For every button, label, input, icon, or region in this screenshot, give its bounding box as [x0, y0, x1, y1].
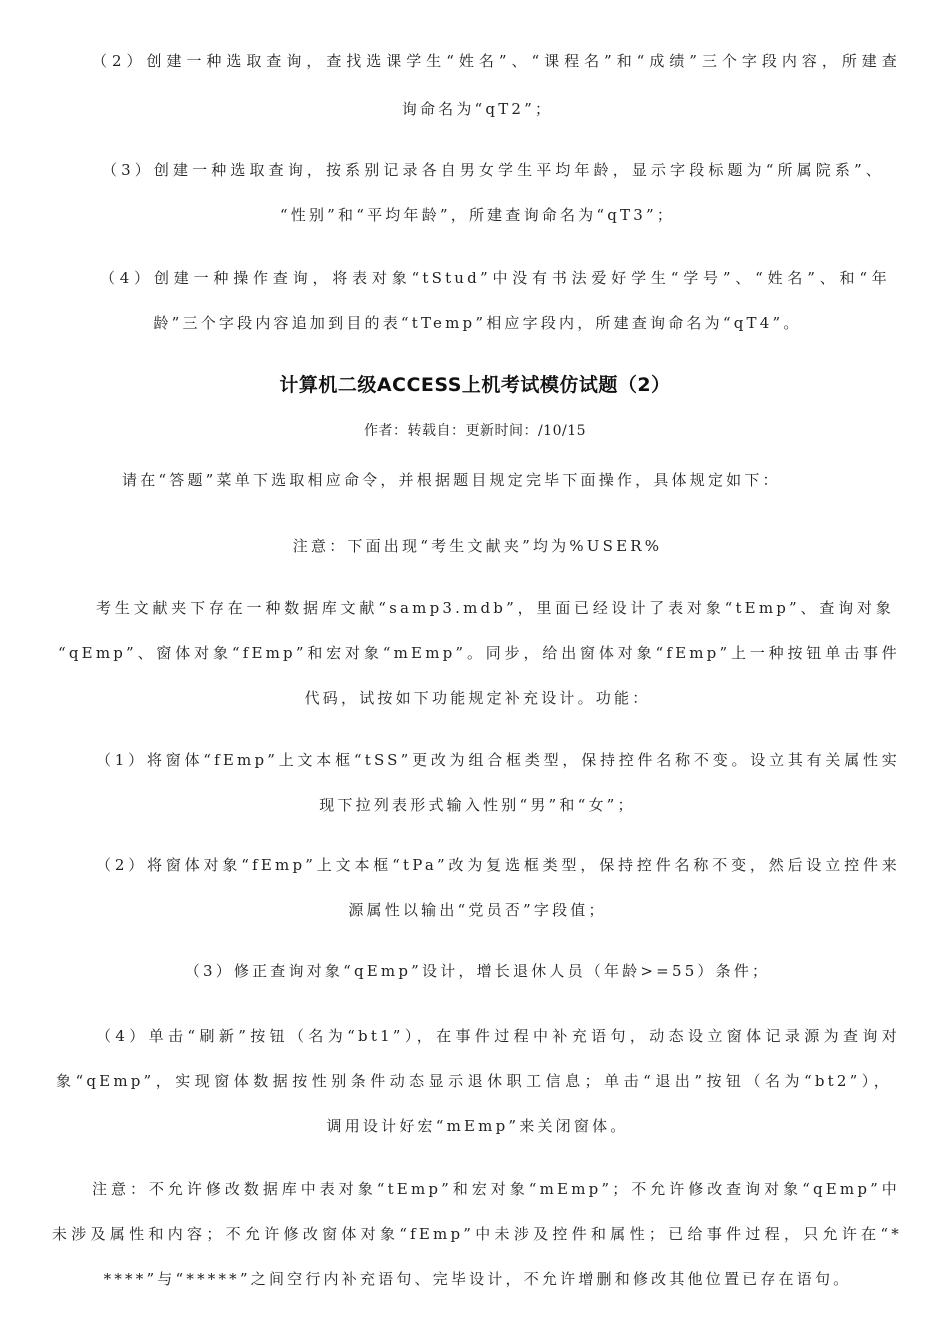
- intro-line3: 代码，试按如下功能规定补充设计。功能：: [304, 689, 651, 707]
- final-note-line3: ****”与“*****”之间空行内补充语句、完毕设计，不允许增删和修改其他位置已存在语句。: [103, 1270, 852, 1288]
- task4-line2: 象“qEmp”，实现窗体数据按性别条件动态显示退休职工信息；单击“退出”按钮（名为“bt2”），: [56, 1072, 892, 1090]
- document-title: 计算机二级ACCESS上机考试模仿试题（2）: [279, 374, 671, 396]
- task4-line3: 调用设计好宏“mEmp”来关闭窗体。: [326, 1117, 629, 1135]
- item4-line2: 龄”三个字段内容追加到目的表“tTemp”相应字段内，所建查询命名为“qT4”。: [153, 314, 802, 332]
- item4-line1: （4）创建一种操作查询，将表对象“tStud”中没有书法爱好学生“学号”、“姓名”、和“年: [100, 269, 890, 287]
- task2-line2: 源属性以输出“党员否”字段值；: [348, 901, 607, 919]
- final-note-line1: 注意：不允许修改数据库中表对象“tEmp”和宏对象“mEmp”；不允许修改查询对象“qEmp”中: [92, 1180, 900, 1198]
- folder-note: 注意：下面出现“考生文献夹”均为%USER%: [292, 537, 663, 555]
- item3-line1: （3）创建一种选取查询，按系别记录各自男女学生平均年龄，显示字段标题为“所属院系”、: [102, 161, 884, 179]
- item2-line2: 询命名为“qT2”；: [401, 100, 554, 118]
- task3-line1: （3）修正查询对象“qEmp”设计，增长退休人员（年龄>=55）条件；: [184, 962, 771, 980]
- intro-line2: “qEmp”、窗体对象“fEmp”和宏对象“mEmp”。同步，给出窗体对象“fEmp”上一种按钮单击事件: [58, 644, 901, 662]
- task1-line1: （1）将窗体“fEmp”上文本框“tSS”更改为组合框类型，保持控件名称不变。设立其有关属性实: [96, 751, 900, 769]
- final-note-line2: 未涉及属性和内容；不允许修改窗体对象“fEmp”中未涉及控件和属性；已给事件过程，只允许在“*: [52, 1225, 902, 1243]
- task2-line1: （2）将窗体对象“fEmp”上文本框“tPa”改为复选框类型，保持控件名称不变，然后设立控件来: [96, 856, 900, 874]
- document-meta: 作者：转载自：更新时间：/10/15: [363, 423, 587, 439]
- instruction-line: 请在“答题”菜单下选取相应命令，并根据题目规定完毕下面操作，具体规定如下：: [122, 471, 781, 489]
- task4-line1: （4）单击“刷新”按钮（名为“bt1”），在事件过程中补充语句，动态设立窗体记录源为查询对: [96, 1027, 900, 1045]
- item2-line1: （2）创建一种选取查询，查找选课学生“姓名”、“课程名”和“成绩”三个字段内容，所建查: [92, 52, 900, 70]
- item3-line2: “性别”和“平均年龄”，所建查询命名为“qT3”；: [279, 206, 676, 224]
- intro-line1: 考生文献夹下存在一种数据库文献“samp3.mdb”，里面已经设计了表对象“tEmp”、查询对象: [96, 599, 894, 617]
- task1-line2: 现下拉列表形式输入性别“男”和“女”；: [319, 796, 636, 814]
